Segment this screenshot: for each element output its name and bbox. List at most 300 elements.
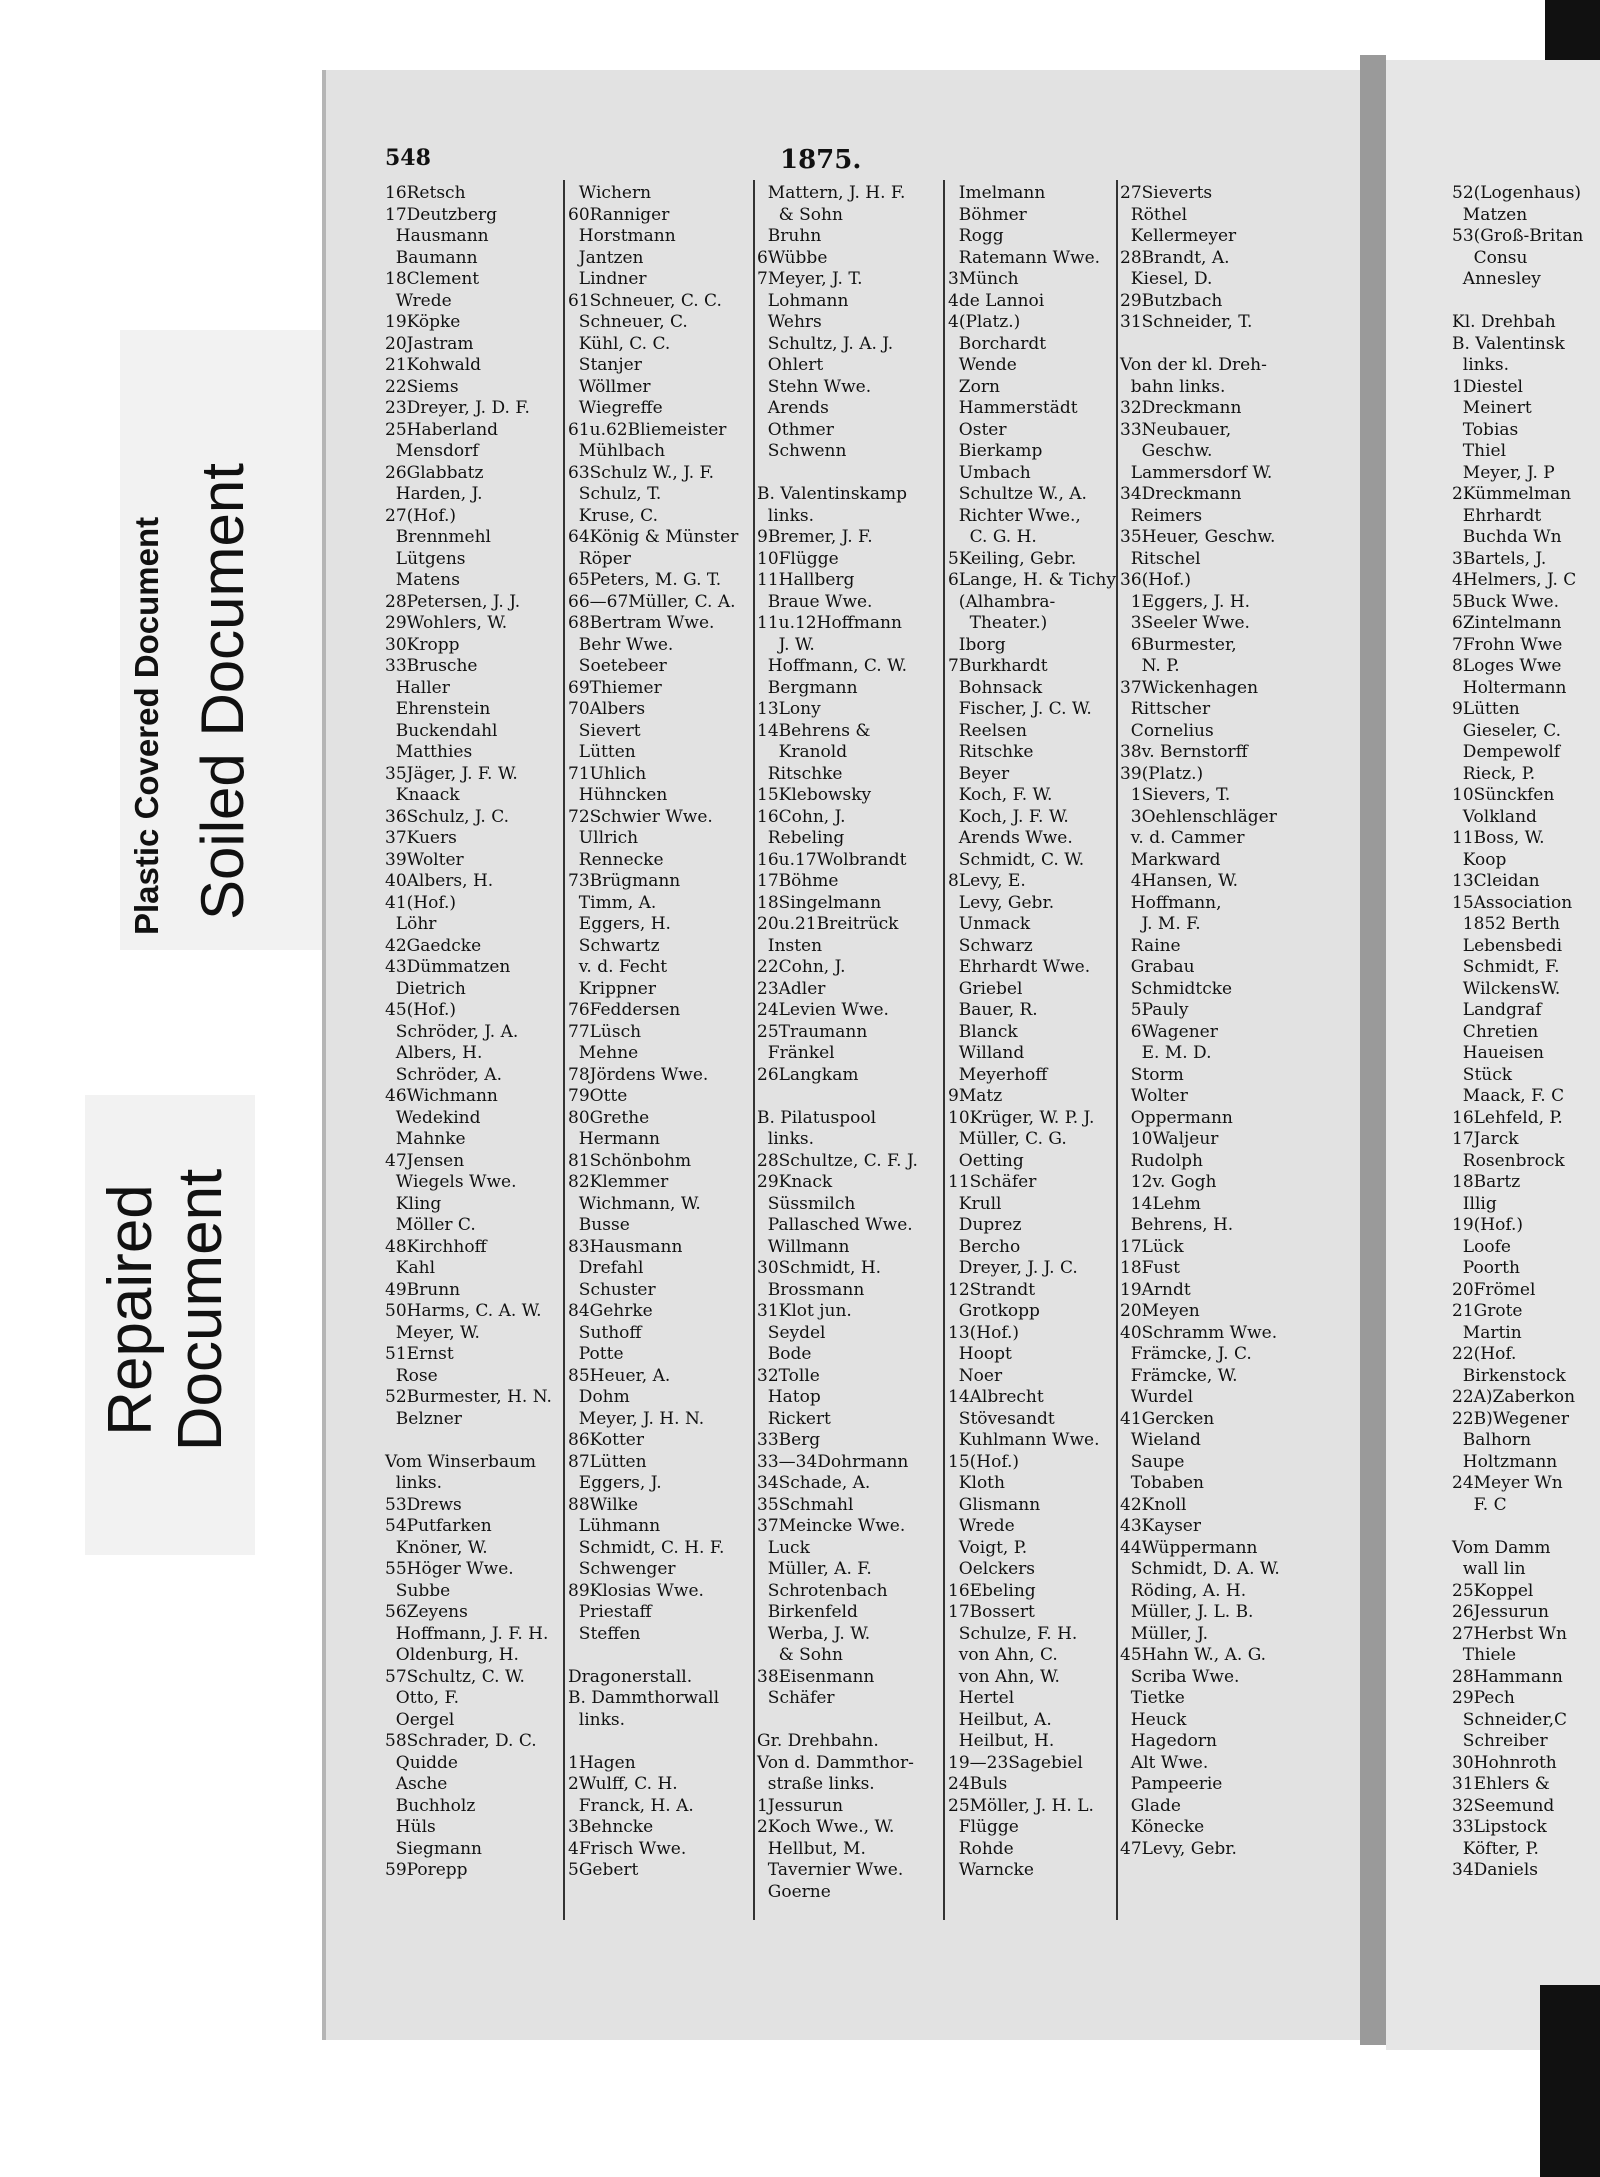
directory-entry: 39Wolter [385, 849, 464, 870]
directory-entry: 26Glabbatz [385, 462, 484, 483]
directory-entry: Landgraf [1452, 1000, 1542, 1020]
directory-entry: links. [1452, 355, 1510, 375]
directory-entry: 66—67Müller, C. A. [568, 591, 736, 612]
directory-entry: Schwartz [568, 935, 660, 956]
directory-entry: 16Lehfeld, P. [1452, 1107, 1563, 1128]
directory-entry: Hoffmann, C. W. [757, 656, 908, 676]
directory-entry: 40Schramm Wwe. [1120, 1322, 1278, 1343]
directory-entry: 33Neubauer, [1120, 419, 1232, 440]
directory-entry: Bergmann [757, 677, 858, 698]
directory-entry: Wende [948, 355, 1017, 375]
directory-entry: Schultze W., A. [948, 484, 1087, 504]
directory-entry: B. Pilatuspool [757, 1107, 877, 1128]
directory-entry: Reimers [1120, 505, 1203, 526]
directory-entry: Harden, J. [385, 484, 483, 504]
directory-entry: Hammerstädt [948, 398, 1078, 418]
directory-entry: Borchardt [948, 333, 1047, 354]
directory-entry: 28Schultze, C. F. J. [757, 1150, 918, 1171]
directory-entry: Luck [757, 1537, 810, 1558]
directory-entry: Buchda Wn [1452, 527, 1562, 547]
directory-entry: Dempewolf [1452, 742, 1561, 762]
directory-entry: Köfter, P. [1452, 1838, 1539, 1859]
directory-entry: 16Ebeling [948, 1580, 1036, 1601]
directory-entry: Schäfer [757, 1688, 835, 1708]
directory-entry: 69Thiemer [568, 677, 662, 698]
directory-entry: 3Bartels, J. [1452, 548, 1547, 569]
directory-entry: 77Lüsch [568, 1021, 642, 1042]
directory-entry: 27Herbst Wn [1452, 1623, 1567, 1644]
page-number: 548 [385, 145, 431, 171]
directory-entry: Koch, J. F. W. [948, 806, 1069, 827]
directory-entry: Schmidt, D. A. W. [1120, 1559, 1280, 1579]
directory-entry: Stück [1452, 1064, 1513, 1085]
directory-entry: Brennmehl [385, 527, 491, 547]
directory-entry: 37Meincke Wwe. [757, 1516, 906, 1536]
directory-entry: Mahnke [385, 1129, 466, 1149]
directory-entry: Von d. Dammthor- [757, 1752, 914, 1773]
directory-entry: Kl. Drehbah [1452, 312, 1556, 332]
directory-entry: Behrens, H. [1120, 1215, 1234, 1235]
directory-entry: 13Lony [757, 699, 821, 719]
directory-entry: 4(Platz.) [948, 312, 1021, 332]
directory-entry: Meyer, J. H. N. [568, 1408, 705, 1429]
directory-entry: Fränkel [757, 1043, 835, 1063]
directory-entry: Koop [1452, 849, 1507, 870]
directory-entry: Hoffmann, [1120, 892, 1222, 913]
directory-entry: Maack, F. C [1452, 1086, 1565, 1106]
directory-entry: Ullrich [568, 828, 639, 848]
directory-entry: Schneider,C [1452, 1709, 1567, 1730]
directory-entry: 20u.21Breitrück [757, 914, 899, 934]
directory-entry: 14Lehm [1120, 1193, 1201, 1214]
directory-entry: Schwenger [568, 1559, 676, 1579]
directory-entry: Asche [385, 1774, 448, 1794]
directory-entry: Bercho [948, 1236, 1021, 1257]
directory-entry: Schreiber [1452, 1731, 1548, 1751]
directory-entry: 5Keiling, Gebr. [948, 548, 1077, 569]
directory-entry: 14Albrecht [948, 1387, 1044, 1407]
directory-entry: Richter Wwe., [948, 505, 1081, 526]
directory-entry: Ehrhardt Wwe. [948, 957, 1091, 977]
directory-entry: Löhr [385, 914, 437, 934]
directory-entry: Stövesandt [948, 1408, 1055, 1429]
directory-entry: 10Krüger, W. P. J. [948, 1107, 1095, 1128]
directory-entry: Subbe [385, 1580, 451, 1601]
directory-entry: 4Hansen, W. [1120, 871, 1238, 891]
directory-entry: Blanck [948, 1021, 1018, 1042]
directory-entry: Müller, C. G. [948, 1129, 1067, 1149]
directory-entry: Poorth [1452, 1258, 1520, 1278]
directory-entry: 52(Logenhaus) [1452, 183, 1582, 203]
directory-entry: C. G. H. [948, 527, 1037, 547]
directory-entry: Mattern, J. H. F. [757, 183, 906, 203]
directory-entry: 24Levien Wwe. [757, 1000, 889, 1020]
directory-entry: Pallasched Wwe. [757, 1215, 913, 1235]
directory-entry: 19Köpke [385, 312, 461, 332]
directory-entry: Kranold [757, 742, 848, 762]
directory-entry: E. M. D. [1120, 1043, 1212, 1063]
directory-entry: Wöllmer [568, 376, 651, 397]
directory-entry: 17Jarck [1452, 1129, 1519, 1149]
directory-entry [757, 1086, 918, 1108]
directory-column-2 [568, 183, 738, 1882]
directory-entry: 54Putfarken [385, 1516, 492, 1536]
directory-entry: Balhorn [1452, 1430, 1532, 1450]
directory-entry: 35Heuer, Geschw. [1120, 527, 1276, 547]
directory-entry: 1Sievers, T. [1120, 785, 1231, 805]
directory-entry: Heilbut, A. [948, 1709, 1052, 1730]
directory-entry: 35Schmahl [757, 1494, 854, 1515]
directory-entry: 45(Hof.) [385, 1000, 457, 1020]
directory-entry: Främcke, W. [1120, 1365, 1238, 1386]
directory-entry: Oelckers [948, 1559, 1035, 1579]
directory-entry: Schrotenbach [757, 1580, 888, 1601]
scanner-bar-top [1545, 0, 1600, 60]
directory-entry: 12v. Gogh [1120, 1172, 1217, 1192]
directory-entry: Knöner, W. [385, 1537, 488, 1558]
directory-entry: Haller [385, 677, 450, 698]
directory-entry: Meyer, W. [385, 1322, 480, 1343]
directory-entry [1120, 334, 1280, 356]
directory-entry: 32Dreckmann [1120, 398, 1242, 418]
directory-entry: Dreyer, J. J. C. [948, 1258, 1078, 1278]
directory-entry: Birkenfeld [757, 1602, 858, 1622]
directory-entry: Duprez [948, 1215, 1022, 1235]
directory-entry: 1Eggers, J. H. [1120, 591, 1251, 612]
directory-entry: straße links. [757, 1774, 875, 1794]
directory-entry: 36Schulz, J. C. [385, 806, 510, 827]
directory-entry: 28Petersen, J. J. [385, 591, 521, 612]
directory-entry: Glade [1120, 1795, 1181, 1816]
directory-entry: 13(Hof.) [948, 1322, 1020, 1343]
directory-entry: 34Dreckmann [1120, 484, 1242, 504]
directory-entry: Oldenburg, H. [385, 1645, 519, 1665]
directory-entry: 29Pech [1452, 1688, 1515, 1708]
directory-entry: 89Klosias Wwe. [568, 1580, 704, 1601]
directory-entry: Schwarz [948, 935, 1033, 956]
directory-entry: Iborg [948, 634, 1006, 655]
directory-entry: 11u.12Hoffmann [757, 613, 902, 633]
directory-entry: Lebensbedi [1452, 935, 1563, 956]
directory-entry: Ohlert [757, 355, 824, 375]
directory-entry: Oetting [948, 1150, 1024, 1171]
directory-entry: Jantzen [568, 247, 644, 268]
directory-entry: 21Grote [1452, 1301, 1523, 1321]
directory-entry: Koch, F. W. [948, 785, 1053, 805]
directory-entry: Främcke, J. C. [1120, 1344, 1252, 1364]
directory-entry: Ratemann Wwe. [948, 247, 1101, 268]
directory-entry: Unmack [948, 914, 1031, 934]
directory-entry: 8Loges Wwe [1452, 656, 1562, 676]
directory-entry: links. [568, 1709, 626, 1730]
directory-entry: 3Seeler Wwe. [1120, 613, 1250, 633]
directory-entry: Ritschel [1120, 548, 1201, 569]
directory-entry: 12Strandt [948, 1279, 1036, 1300]
directory-entry: J. M. F. [1120, 914, 1201, 934]
directory-entry: Drefahl [568, 1258, 644, 1278]
directory-entry: Rebeling [757, 828, 845, 848]
directory-entry: Bierkamp [948, 441, 1043, 461]
directory-entry: J. W. [757, 634, 815, 655]
directory-entry: Imelmann [948, 183, 1046, 203]
directory-entry: Seydel [757, 1322, 826, 1343]
directory-entry: Timm, A. [568, 892, 657, 913]
directory-entry: Gieseler, C. [1452, 720, 1562, 741]
directory-entry: 20Frömel [1452, 1279, 1536, 1300]
directory-entry: 37Wickenhagen [1120, 677, 1259, 698]
directory-entry: 42Knoll [1120, 1494, 1187, 1515]
directory-entry: 6Zintelmann [1452, 613, 1562, 633]
directory-entry: 18Fust [1120, 1258, 1180, 1278]
repaired-label-line1: Repaired [96, 1184, 165, 1436]
column-rule [563, 180, 565, 1920]
directory-entry: Grotkopp [948, 1301, 1040, 1321]
directory-entry: Kruse, C. [568, 505, 658, 526]
directory-entry: 70Albers [568, 699, 646, 719]
directory-entry: 34Daniels [1452, 1860, 1539, 1880]
directory-entry: Quidde [385, 1752, 458, 1773]
directory-entry: Dragonerstall. [568, 1666, 693, 1687]
directory-entry: 43Kayser [1120, 1516, 1201, 1536]
directory-entry: Wolter [1120, 1086, 1188, 1106]
directory-entry: 83Hausmann [568, 1236, 683, 1257]
directory-entry: Schultz, J. A. J. [757, 333, 894, 354]
directory-entry [757, 463, 918, 485]
directory-entry: Steffen [568, 1623, 641, 1644]
directory-entry: 23Dreyer, J. D. F. [385, 398, 530, 418]
directory-entry: 47Jensen [385, 1150, 465, 1171]
directory-entry: Stehn Wwe. [757, 376, 872, 397]
directory-entry: 47Levy, Gebr. [1120, 1838, 1237, 1859]
directory-entry: 29Butzbach [1120, 290, 1223, 311]
directory-entry: Wiegels Wwe. [385, 1172, 517, 1192]
directory-entry: 29Knack [757, 1172, 833, 1192]
directory-entry: Hatop [757, 1387, 821, 1407]
directory-entry: 40Albers, H. [385, 871, 494, 891]
directory-entry: Willand [948, 1043, 1025, 1063]
directory-entry: Wedekind [385, 1107, 481, 1128]
directory-entry: Fischer, J. C. W. [948, 699, 1092, 719]
directory-entry: 68Bertram Wwe. [568, 613, 715, 633]
directory-entry: 15Association [1452, 892, 1573, 913]
directory-entry: F. C [1452, 1494, 1507, 1515]
directory-entry: 41(Hof.) [385, 892, 457, 913]
directory-entry: 48Kirchhoff [385, 1236, 487, 1257]
directory-entry: Bauer, R. [948, 1000, 1038, 1020]
soiled-label: Soiled Document [189, 463, 256, 920]
directory-entry: Müller, J. [1120, 1623, 1209, 1644]
directory-entry: 88Wilke [568, 1494, 639, 1515]
directory-entry: B. Valentinskamp [757, 484, 907, 504]
directory-entry: 38v. Bernstorff [1120, 742, 1248, 762]
directory-entry: 46Wichmann [385, 1086, 498, 1106]
directory-entry: Lindner [568, 269, 647, 289]
directory-entry: 16Cohn, J. [757, 806, 846, 827]
directory-entry: Rogg [948, 226, 1004, 246]
directory-entry: 76Feddersen [568, 1000, 681, 1020]
directory-entry: Loofe [1452, 1236, 1511, 1257]
directory-entry: wall lin [1452, 1559, 1526, 1579]
directory-entry: Kahl [385, 1258, 436, 1278]
directory-entry: Meinert [1452, 398, 1532, 418]
directory-entry: 24Buls [948, 1774, 1008, 1794]
directory-entry: 53Drews [385, 1494, 462, 1515]
directory-entry: Grabau [1120, 957, 1195, 977]
directory-entry: Oster [948, 419, 1007, 440]
directory-entry: 5Buck Wwe. [1452, 591, 1559, 612]
directory-entry: Kling [385, 1193, 442, 1214]
directory-entry: 10Flügge [757, 548, 839, 569]
directory-entry: 26Langkam [757, 1064, 859, 1085]
directory-entry: Wehrs [757, 312, 822, 332]
directory-entry: 45Hahn W., A. G. [1120, 1645, 1267, 1665]
directory-entry: Mühlbach [568, 441, 666, 461]
directory-entry: 24Meyer Wn [1452, 1473, 1563, 1493]
directory-entry: Eggers, J. [568, 1473, 662, 1493]
directory-entry: Lütgens [385, 548, 466, 569]
directory-entry: Potte [568, 1344, 624, 1364]
directory-entry: Scriba Wwe. [1120, 1666, 1240, 1687]
directory-entry: 20Meyen [1120, 1301, 1200, 1321]
directory-entry: Noer [948, 1365, 1003, 1386]
directory-entry: 22Siems [385, 376, 459, 397]
directory-entry: Alt Wwe. [1120, 1752, 1209, 1773]
directory-entry: 61u.62Bliemeister [568, 419, 727, 440]
directory-entry: 7Frohn Wwe [1452, 634, 1563, 655]
book-gutter [1360, 55, 1386, 2045]
directory-entry: 6Burmester, [1120, 634, 1237, 655]
directory-entry: 2Wulff, C. H. [568, 1774, 678, 1794]
directory-entry: Othmer [757, 419, 834, 440]
directory-entry: Rudolph [1120, 1150, 1203, 1171]
directory-entry: Röding, A. H. [1120, 1580, 1247, 1601]
directory-entry: 49Brunn [385, 1279, 461, 1300]
directory-entry: Suthoff [568, 1322, 642, 1343]
directory-entry: Wiegreffe [568, 398, 663, 418]
directory-entry: Hüls [385, 1817, 436, 1837]
directory-entry: 44Wüppermann [1120, 1537, 1258, 1558]
directory-entry: 43Dümmatzen [385, 957, 511, 977]
directory-entry: & Sohn [757, 1645, 843, 1665]
repaired-label [96, 1100, 236, 1520]
directory-entry: Bohnsack [948, 677, 1043, 698]
directory-entry: 71Uhlich [568, 763, 647, 784]
repaired-label-line2: Document [166, 1168, 235, 1452]
directory-entry: Belzner [385, 1408, 462, 1429]
directory-entry: Martin [1452, 1322, 1522, 1343]
directory-entry: 17Bossert [948, 1602, 1035, 1622]
directory-entry: Raine [1120, 935, 1181, 956]
directory-entry: 55Höger Wwe. [385, 1559, 514, 1579]
directory-entry: 50Harms, C. A. W. [385, 1301, 542, 1321]
directory-entry: 31Ehlers & [1452, 1774, 1550, 1794]
directory-entry: 5Pauly [1120, 1000, 1189, 1020]
directory-entry: Werba, J. W. [757, 1623, 871, 1644]
directory-entry: Ritschke [948, 742, 1034, 762]
directory-entry: Kiesel, D. [1120, 269, 1213, 289]
directory-entry: Lühmann [568, 1516, 661, 1536]
directory-entry: Rieck, P. [1452, 763, 1536, 784]
directory-entry [757, 1710, 918, 1732]
directory-entry: Thiele [1452, 1645, 1517, 1665]
directory-entry: 82Klemmer [568, 1172, 669, 1192]
directory-entry: 3Münch [948, 269, 1019, 289]
directory-entry: 4Helmers, J. C [1452, 570, 1577, 590]
directory-entry: 8Levy, E. [948, 871, 1026, 891]
directory-entry: Hoopt [948, 1344, 1012, 1364]
directory-entry: Kellermeyer [1120, 226, 1237, 246]
directory-entry: Lammersdorf W. [1120, 462, 1273, 483]
directory-entry: 16Retsch [385, 183, 466, 203]
directory-entry: 19Arndt [1120, 1279, 1191, 1300]
directory-entry: 57Schultz, C. W. [385, 1666, 525, 1687]
directory-entry: 32Tolle [757, 1365, 820, 1386]
directory-entry: 15Klebowsky [757, 785, 872, 805]
directory-entry: Arends [757, 398, 829, 418]
column-rule [1116, 180, 1118, 1920]
directory-entry: 80Grethe [568, 1107, 650, 1128]
directory-entry: 7Meyer, J. T. [757, 269, 863, 289]
directory-entry: 3Oehlenschläger [1120, 806, 1277, 827]
directory-entry: Vom Winserbaum [385, 1451, 537, 1472]
directory-entry: Heilbut, H. [948, 1731, 1055, 1751]
directory-entry: Sievert [568, 720, 641, 741]
directory-entry: Rennecke [568, 849, 664, 870]
directory-entry: 9Matz [948, 1086, 1003, 1106]
directory-entry: Hermann [568, 1129, 660, 1149]
directory-entry: 61Schneuer, C. C. [568, 290, 722, 311]
directory-entry: Möller C. [385, 1215, 476, 1235]
directory-entry: Arends Wwe. [948, 828, 1073, 848]
directory-entry: Levy, Gebr. [948, 892, 1055, 913]
directory-entry: Brossmann [757, 1279, 865, 1300]
directory-entry: Schwenn [757, 441, 847, 461]
directory-entry: 22Cohn, J. [757, 957, 846, 977]
directory-entry: Ritschke [757, 763, 843, 784]
directory-entry: Wrede [948, 1516, 1015, 1536]
directory-entry: 35Jäger, J. F. W. [385, 763, 518, 784]
directory-entry: Stanjer [568, 355, 642, 375]
directory-entry: 2Koch Wwe., W. [757, 1817, 895, 1837]
directory-entry: Horstmann [568, 226, 676, 246]
directory-entry: 27Sieverts [1120, 183, 1213, 203]
directory-entry: Heuck [1120, 1709, 1187, 1730]
directory-entry: 59Porepp [385, 1860, 468, 1880]
directory-entry: 63Schulz W., J. F. [568, 462, 715, 483]
directory-entry: 33—34Dohrmann [757, 1451, 909, 1472]
directory-entry: Wichern [568, 183, 652, 203]
directory-entry: 56Zeyens [385, 1602, 468, 1622]
directory-entry: 17Lück [1120, 1236, 1184, 1257]
directory-entry: Wieland [1120, 1430, 1201, 1450]
directory-entry: Lütten [568, 742, 636, 762]
directory-entry: Böhmer [948, 204, 1027, 225]
directory-column-5 [1120, 183, 1280, 1860]
directory-entry: 28Hammann [1452, 1666, 1563, 1687]
directory-entry: 14Behrens & [757, 720, 871, 741]
directory-entry: Matzen [1452, 204, 1528, 225]
directory-entry: Müller, A. F. [757, 1559, 872, 1579]
directory-entry: 11Hallberg [757, 570, 855, 590]
directory-entry: Glismann [948, 1494, 1041, 1515]
directory-entry: Schröder, J. A. [385, 1021, 519, 1042]
directory-entry: Kloth [948, 1473, 1005, 1493]
directory-entry: Siegmann [385, 1838, 482, 1859]
directory-entry: Gr. Drehbahn. [757, 1731, 879, 1751]
directory-entry: Rohde [948, 1838, 1014, 1859]
directory-entry: Schmidt, C. H. F. [568, 1537, 725, 1558]
directory-entry: Buckendahl [385, 720, 498, 741]
